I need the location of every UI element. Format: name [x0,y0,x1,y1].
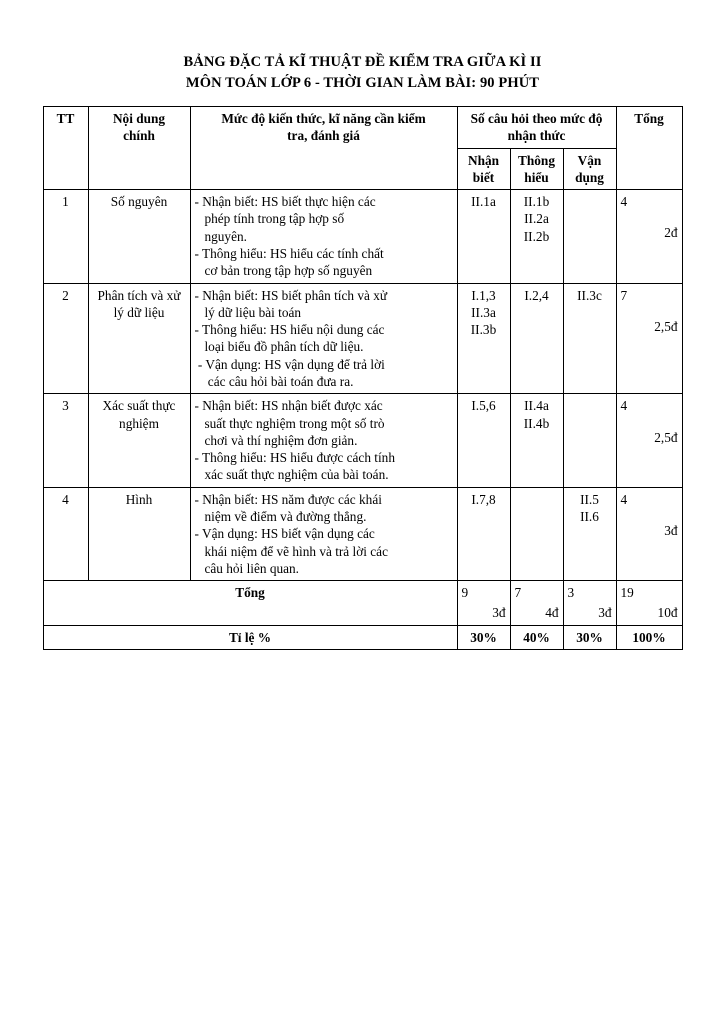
tong-count: 4 [620,398,628,414]
total-van-dung [563,581,616,626]
question-code: I.7,8 [471,491,496,507]
cell-tt: 3 [43,394,88,487]
total-count: 3 [567,585,575,601]
column-header-van-dung-line2: dụng [575,169,604,185]
total-thong-hieu [510,581,563,626]
column-header-nhan-biet [457,148,510,190]
question-code: II.1a [471,194,496,210]
cell-thong-hieu [510,487,563,580]
question-code: II.6 [580,508,599,524]
muc-do-line: nguyên. [194,228,247,244]
muc-do-line: xác suất thực nghiệm của bài toán. [194,467,389,483]
muc-do-line: khái niệm để vẽ hình và trả lời các [194,543,388,559]
table-row [43,487,682,580]
tong-count: 7 [620,287,628,303]
column-header-so-cau-hoi [457,107,616,149]
cell-tong [616,283,682,394]
total-nhan-biet [457,581,510,626]
cell-nhan-biet [457,190,510,283]
muc-do-line: - Thông hiểu: HS hiểu được cách tính [194,450,395,466]
question-code: II.2b [523,228,550,244]
page-title-line2: MÔN TOÁN LỚP 6 - THỜI GIAN LÀM BÀI: 90 PHÚT [185,75,540,92]
ratio-tong: 100% [616,625,682,649]
specification-table [43,106,683,650]
table-total-row [43,581,682,626]
total-count: 19 [620,585,634,601]
question-code: II.3c [577,287,602,303]
column-header-tt: TT [43,107,88,190]
column-header-muc-do-line2: tra, đánh giá [287,128,360,144]
question-code: II.4a [524,398,549,414]
total-count: 7 [514,585,522,601]
cell-noi-dung: Hình [88,487,190,580]
column-header-noi-dung-chinh [88,107,190,190]
total-score: 3đ [492,605,506,621]
cell-tong [616,487,682,580]
muc-do-line: - Nhận biết: HS nhận biết được xác [194,398,383,414]
question-code: II.3a [471,304,496,320]
column-header-van-dung-line1: Vận [577,152,602,168]
muc-do-line: niệm về điểm và đường thẳng. [194,508,367,524]
cell-van-dung [563,487,616,580]
cell-muc-do [190,190,457,283]
cell-van-dung [563,190,616,283]
page-title-line1: BẢNG ĐẶC TẢ KĨ THUẬT ĐỀ KIỂM TRA GIỮA KÌ II [183,54,542,70]
question-code: II.1b [523,194,550,210]
tong-count: 4 [620,491,628,507]
total-score: 10đ [657,605,678,621]
question-code: II.4b [523,415,550,431]
question-code: I.2,4 [524,287,549,303]
table-row [43,283,682,394]
total-count: 9 [461,585,469,601]
muc-do-line: câu hỏi liên quan. [194,560,299,576]
table-header-row-1 [43,107,682,149]
cell-noi-dung: Số nguyên [88,190,190,283]
muc-do-line: - Thông hiểu: HS hiểu các tính chất [194,246,384,261]
tong-score: 2đ [664,225,678,241]
cell-tt: 1 [43,190,88,283]
cell-tt: 4 [43,487,88,580]
ratio-nhan-biet: 30% [457,625,510,649]
column-header-thong-hieu-line1: Thông [518,152,555,168]
column-header-muc-do-line1: Mức độ kiến thức, kĩ năng cần kiểm [221,111,426,127]
column-header-nhan-biet-line2: biết [472,169,495,185]
muc-do-line: - Vận dụng: HS vận dụng để trả lời [194,356,385,372]
muc-do-line: loại biểu đồ phân tích dữ liệu. [194,339,364,355]
cell-thong-hieu [510,190,563,283]
total-score: 4đ [545,605,559,621]
tong-score: 3đ [664,522,678,538]
cell-noi-dung: Xác suất thực nghiệm [88,394,190,487]
cell-nhan-biet [457,487,510,580]
total-tong [616,581,682,626]
ratio-label: Tỉ lệ % [43,625,457,649]
table-header [43,107,682,190]
column-header-thong-hieu-line2: hiểu [524,169,549,185]
question-code: I.1,3 [471,287,496,303]
total-label: Tổng [43,581,457,626]
muc-do-line: - Nhận biết: HS biết thực hiện các [194,194,376,210]
question-code: II.2a [524,211,549,227]
ratio-thong-hieu: 40% [510,625,563,649]
column-header-noi-dung-line2: chính [123,128,155,144]
cell-van-dung [563,394,616,487]
column-header-so-cau-hoi-line2: nhận thức [507,128,566,144]
muc-do-line: chơi và thí nghiệm đơn giản. [194,432,358,448]
cell-tong [616,190,682,283]
cell-thong-hieu [510,394,563,487]
cell-muc-do [190,283,457,394]
tong-score: 2,5đ [654,318,678,334]
muc-do-line: - Nhận biết: HS năm được các khái [194,491,382,507]
muc-do-line: suất thực nghiệm trong một số trò [194,415,385,431]
column-header-thong-hieu [510,148,563,190]
column-header-muc-do [190,107,457,190]
cell-tong [616,394,682,487]
column-header-so-cau-hoi-line1: Số câu hỏi theo mức độ [470,111,603,127]
cell-thong-hieu [510,283,563,394]
table-body [43,190,682,650]
cell-nhan-biet [457,283,510,394]
cell-muc-do [190,487,457,580]
table-row [43,394,682,487]
cell-noi-dung: Phân tích và xử lý dữ liệu [88,283,190,394]
table-row [43,190,682,283]
muc-do-line: lý dữ liệu bài toán [194,304,302,320]
table-ratio-row [43,625,682,649]
ratio-van-dung: 30% [563,625,616,649]
cell-tt: 2 [43,283,88,394]
muc-do-line: các câu hỏi bài toán đưa ra. [194,373,354,389]
muc-do-line: - Thông hiểu: HS hiểu nội dung các [194,322,385,338]
question-code: II.5 [580,491,599,507]
muc-do-line: - Vận dụng: HS biết vận dụng các [194,526,375,542]
column-header-noi-dung-line1: Nội dung [112,111,166,127]
cell-muc-do [190,394,457,487]
tong-count: 4 [620,194,628,210]
tong-score: 2,5đ [654,429,678,445]
muc-do-line: cơ bản trong tập hợp số nguyên [194,263,373,279]
total-score: 3đ [598,605,612,621]
column-header-tong: Tổng [616,107,682,190]
cell-van-dung [563,283,616,394]
page-title [30,52,695,94]
question-code: I.5,6 [471,398,496,414]
cell-nhan-biet [457,394,510,487]
column-header-nhan-biet-line1: Nhận [467,152,500,168]
muc-do-line: - Nhận biết: HS biết phân tích và xử [194,287,388,303]
muc-do-line: phép tính trong tập hợp số [194,211,345,227]
question-code: II.3b [470,322,497,338]
column-header-van-dung [563,148,616,190]
